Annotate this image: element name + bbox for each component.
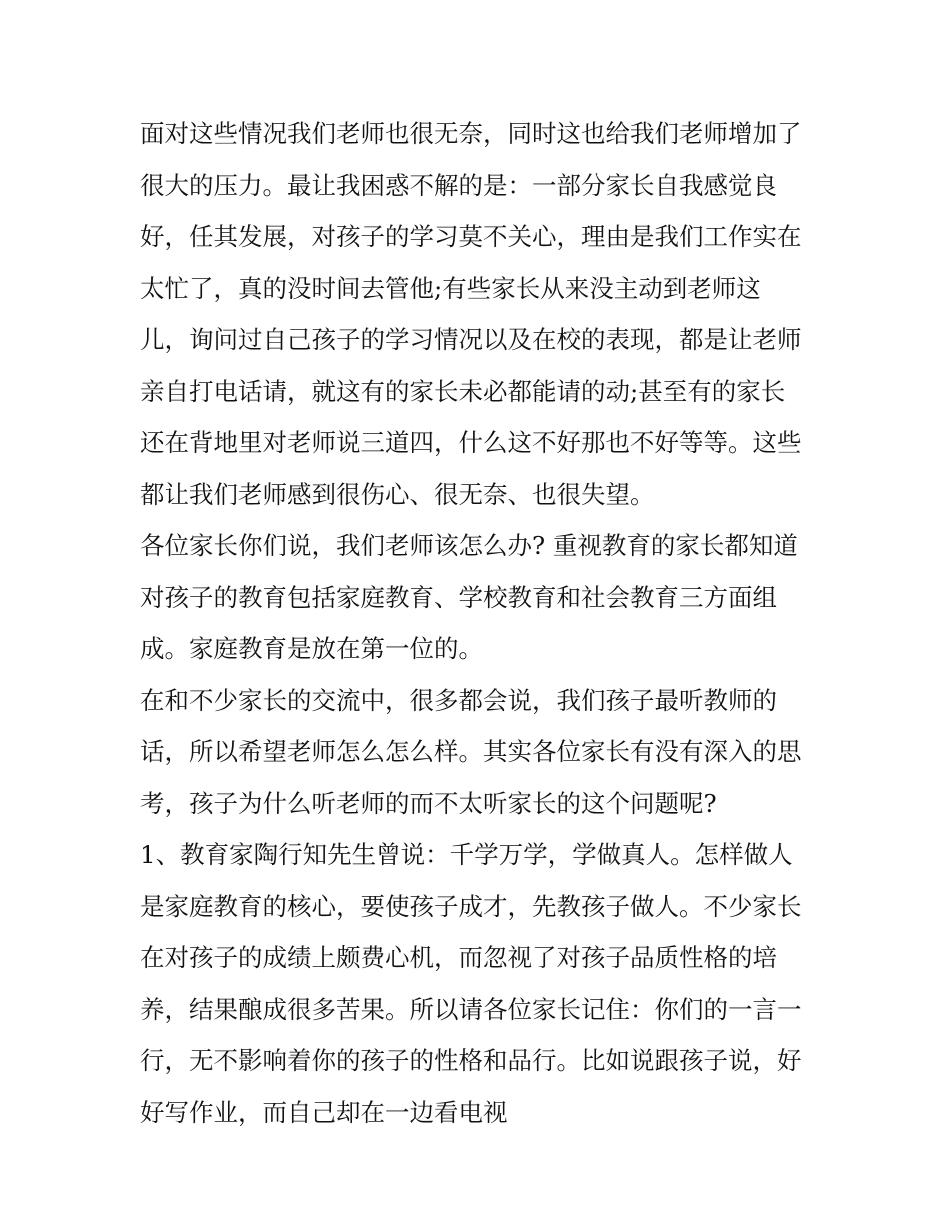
text-line-19: 行，无不影响着你的孩子的性格和品行。比如说跟孩子说，好 (140, 1046, 802, 1075)
text-line-20: 好写作业，而自己却在一边看电视 (140, 1097, 508, 1127)
document-body (140, 108, 815, 1138)
text-line-5: 儿，询问过自己孩子的学习情况以及在校的表现，都是让老师 (140, 325, 802, 354)
text-line-10: 对孩子的教育包括家庭教育、学校教育和社会教育三方面组 (140, 582, 777, 612)
text-line-11: 成。家庭教育是放在第一位的。 (140, 634, 483, 663)
text-line-16: 是家庭教育的核心，要使孩子成才，先教孩子做人。不少家长 (140, 891, 802, 921)
text-line-7: 还在背地里对老师说三道四，什么这不好那也不好等等。这些 (140, 428, 802, 457)
text-line-15: 1、教育家陶行知先生曾说：千学万学，学做真人。怎样做人 (140, 840, 793, 869)
text-line-9: 各位家长你们说，我们老师该怎么办? 重视教育的家长都知道 (140, 531, 798, 560)
text-line-12: 在和不少家长的交流中，很多都会说，我们孩子最听教师的 (140, 685, 777, 715)
text-line-6: 亲自打电话请，就这有的家长未必都能请的动;甚至有的家长 (140, 376, 786, 406)
text-line-4: 太忙了，真的没时间去管他;有些家长从来没主动到老师这 (140, 273, 761, 303)
text-line-13: 话，所以希望老师怎么怎么样。其实各位家长有没有深入的思 (140, 737, 802, 766)
text-line-2: 很大的压力。最让我困惑不解的是：一部分家长自我感觉良 (140, 170, 777, 200)
text-line-1: 面对这些情况我们老师也很无奈，同时这也给我们老师增加了 (140, 119, 802, 148)
text-line-18: 养，结果酿成很多苦果。所以请各位家长记住：你们的一言一 (140, 994, 802, 1024)
text-line-3: 好，任其发展，对孩子的学习莫不关心，理由是我们工作实在 (140, 222, 802, 251)
text-line-8: 都让我们老师感到很伤心、很无奈、也很失望。 (140, 479, 655, 509)
text-line-14: 考，孩子为什么听老师的而不太听家长的这个问题呢? (140, 788, 717, 818)
text-line-17: 在对孩子的成绩上颇费心机，而忽视了对孩子品质性格的培 (140, 943, 777, 972)
